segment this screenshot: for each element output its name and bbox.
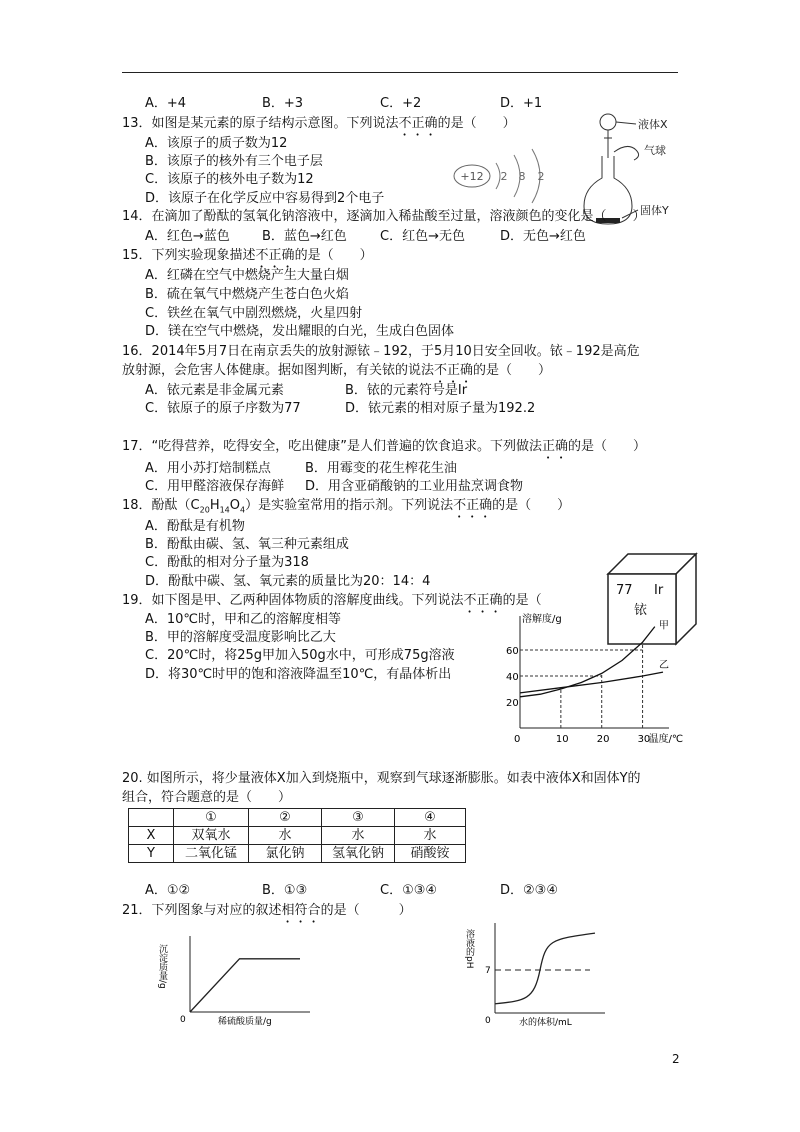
flask-balloon-label: 气球 — [644, 144, 666, 157]
q14-option-a: A．红色→蓝色 — [145, 229, 230, 244]
solubility-x-tick: 10 — [555, 734, 569, 745]
q20-table-row — [129, 827, 466, 845]
q21-graph-precipitate — [157, 928, 320, 1028]
q21b-series-line — [495, 933, 595, 1004]
q21b-ylabel: 溶液的pH — [464, 929, 474, 969]
solubility-series-label: 甲 — [658, 620, 669, 632]
q15-option-d: D．镁在空气中燃烧，发出耀眼的白光，生成白色固体 — [145, 324, 455, 339]
q20-cell: 水 — [322, 827, 395, 845]
q20-header-cell: ③ — [322, 809, 395, 827]
solubility-xlabel: 温度/℃ — [648, 734, 684, 745]
q17-stem: 17．“吃得营养，吃得安全，吃出健康”是人们普遍的饮食追求。下列做法正确的是（ ） — [122, 439, 647, 454]
q20-cell: X — [129, 827, 174, 845]
q16-option-a: A．铱元素是非金属元素 — [145, 383, 284, 398]
q15-option-b: B．硫在氧气中燃烧产生苍白色火焰 — [145, 287, 349, 302]
q18-option-a: A．酚酞是有机物 — [145, 519, 245, 534]
q20-cell: 硝酸铵 — [395, 845, 466, 863]
q20-cell: 二氧化锰 — [174, 845, 249, 863]
q21a-xlabel: 稀硫酸质量/g — [218, 1017, 272, 1027]
q20-table — [128, 808, 466, 863]
q16-stem-line1: 16．2014年5月7日在南京丢失的放射源铱﹣192，于5月10日安全回收。铱﹣192是高危 — [122, 344, 640, 359]
q20-header-cell: ② — [249, 809, 322, 827]
q20-cell: 氢氧化钠 — [322, 845, 395, 863]
element-symbol: Ir — [654, 583, 664, 598]
solubility-y-tick: 20 — [506, 698, 519, 709]
q20-cell: 双氧水 — [174, 827, 249, 845]
q20-option-c: C．①③④ — [380, 883, 438, 898]
atom-shell-3-label: 2 — [537, 170, 545, 183]
solubility-series-jia — [520, 627, 655, 697]
q20-cell: Y — [129, 845, 174, 863]
q19-option-a: A．10℃时，甲和乙的溶解度相等 — [145, 612, 342, 627]
q12-option-d: D．+1 — [500, 96, 543, 111]
q13-option-d: D．该原子在化学反应中容易得到2个电子 — [145, 191, 385, 206]
q14-option-d: D．无色→红色 — [500, 229, 586, 244]
flask-solid-label: 固体Y — [640, 204, 669, 217]
q17-option-d: D．用含亚硝酸钠的工业用盐烹调食物 — [305, 479, 524, 494]
q19-option-d: D．将30℃时甲的饱和溶液降温至10℃，有晶体析出 — [145, 667, 452, 682]
q20-header-cell: ① — [174, 809, 249, 827]
q16-option-c: C．铱原子的原子序数为77 — [145, 401, 301, 416]
q17-option-a: A．用小苏打焙制糕点 — [145, 461, 271, 476]
solubility-series-yi — [520, 672, 663, 693]
atom-shell-2-label: 8 — [518, 170, 526, 183]
q21b-xlabel: 水的体积/mL — [519, 1018, 572, 1028]
q19-option-c: C．20℃时，将25g甲加入50g水中，可形成75g溶液 — [145, 648, 455, 663]
q21-graph-ph — [465, 915, 615, 1027]
atom-nucleus-label: +12 — [460, 170, 484, 183]
atom-shell-1-label: 2 — [500, 170, 508, 183]
q12-option-a: A．+4 — [145, 96, 187, 111]
q12-option-b: B．+3 — [262, 96, 304, 111]
page-number: 2 — [672, 1052, 680, 1066]
element-number: 77 — [616, 583, 633, 598]
element-name: 铱 — [634, 603, 648, 618]
q17-option-c: C．用甲醛溶液保存海鲜 — [145, 479, 285, 494]
q20-table-header-row — [129, 809, 466, 827]
q18-stem: 18．酚酞$(C_{20}H_{14}O_4)$是实验室常用的指示剂。下列说法不正确的是（ ） — [122, 498, 571, 515]
q18-option-d: D．酚酞中碳、氢、氧元素的质量比为20：14：4 — [145, 574, 431, 589]
solubility-y-tick: 60 — [506, 646, 519, 657]
q15-option-c: C．铁丝在氧气中剧烈燃烧，火星四射 — [145, 306, 363, 321]
solubility-y-tick: 40 — [506, 672, 519, 683]
q19-option-b: B．甲的溶解度受温度影响比乙大 — [145, 630, 336, 645]
q16-stem-line2: 放射源，会危害人体健康。据如图判断，有关铱的说法不正确的是（ ） — [122, 363, 552, 378]
q18-option-c: C．酚酞的相对分子量为318 — [145, 555, 309, 570]
q17-option-b: B．用霉变的花生榨花生油 — [305, 461, 457, 476]
q20-option-a: A．①② — [145, 883, 191, 898]
q21a-series-line — [190, 959, 300, 1012]
q13-option-b: B．该原子的核外有三个电子层 — [145, 154, 323, 169]
q13-option-c: C．该原子的核外电子数为12 — [145, 172, 314, 187]
q13-stem: 13．如图是某元素的原子结构示意图。下列说法不正确的是（ ） — [122, 116, 516, 131]
solubility-x-tick: 0 — [514, 734, 521, 745]
q14-stem: 14．在滴加了酚酞的氢氧化钠溶液中，逐滴加入稀盐酸至过量，溶液颜色的变化是（ ） — [122, 209, 646, 224]
q21b-origin-label: 0 — [485, 1016, 491, 1026]
q20-cell: 水 — [249, 827, 322, 845]
q19-stem: 19．如下图是甲、乙两种固体物质的溶解度曲线。下列说法不正确的是（ — [122, 593, 542, 608]
q20-table-row — [129, 845, 466, 863]
q20-option-d: D．②③④ — [500, 883, 558, 898]
q20-option-b: B．①③ — [262, 883, 308, 898]
solubility-chart — [498, 610, 684, 750]
solubility-series-label: 乙 — [659, 660, 669, 672]
q16-option-d: D．铱元素的相对原子量为192.2 — [345, 401, 536, 416]
q21a-ylabel: 沉淀质量/g — [157, 944, 167, 989]
solubility-x-tick: 30 — [637, 734, 651, 745]
solubility-x-tick: 20 — [596, 734, 610, 745]
q20-stem-line2: 组合，符合题意的是（ ） — [122, 790, 292, 805]
q21-stem: 21．下列图象与对应的叙述相符合的是（ ） — [122, 903, 412, 918]
q20-cell: 氯化钠 — [249, 845, 322, 863]
q14-option-b: B．蓝色→红色 — [262, 229, 347, 244]
q20-cell: 水 — [395, 827, 466, 845]
q20-header-cell — [129, 809, 174, 827]
q12-option-c: C．+2 — [380, 96, 422, 111]
header-rule — [122, 72, 678, 73]
solubility-ylabel: 溶解度/g — [522, 614, 562, 625]
q21b-ph7-label: 7 — [485, 966, 491, 976]
q15-stem: 15．下列实验现象描述不正确的是（ ） — [122, 248, 373, 263]
q21a-origin-label: 0 — [180, 1015, 186, 1025]
q16-option-b: B．铱的元素符号是Ir — [345, 383, 468, 398]
q18-option-b: B．酚酞由碳、氢、氧三种元素组成 — [145, 537, 349, 552]
q14-option-c: C．红色→无色 — [380, 229, 465, 244]
atom-structure-diagram — [448, 145, 558, 207]
flask-liquid-label: 液体X — [638, 118, 668, 131]
q20-stem-line1: 20. 如图所示，将少量液体X加入到烧瓶中，观察到气球逐渐膨胀。如表中液体X和固体Y的 — [122, 771, 641, 786]
q20-header-cell: ④ — [395, 809, 466, 827]
q13-option-a: A．该原子的质子数为12 — [145, 136, 288, 151]
q15-option-a: A．红磷在空气中燃烧产生大量白烟 — [145, 268, 349, 283]
